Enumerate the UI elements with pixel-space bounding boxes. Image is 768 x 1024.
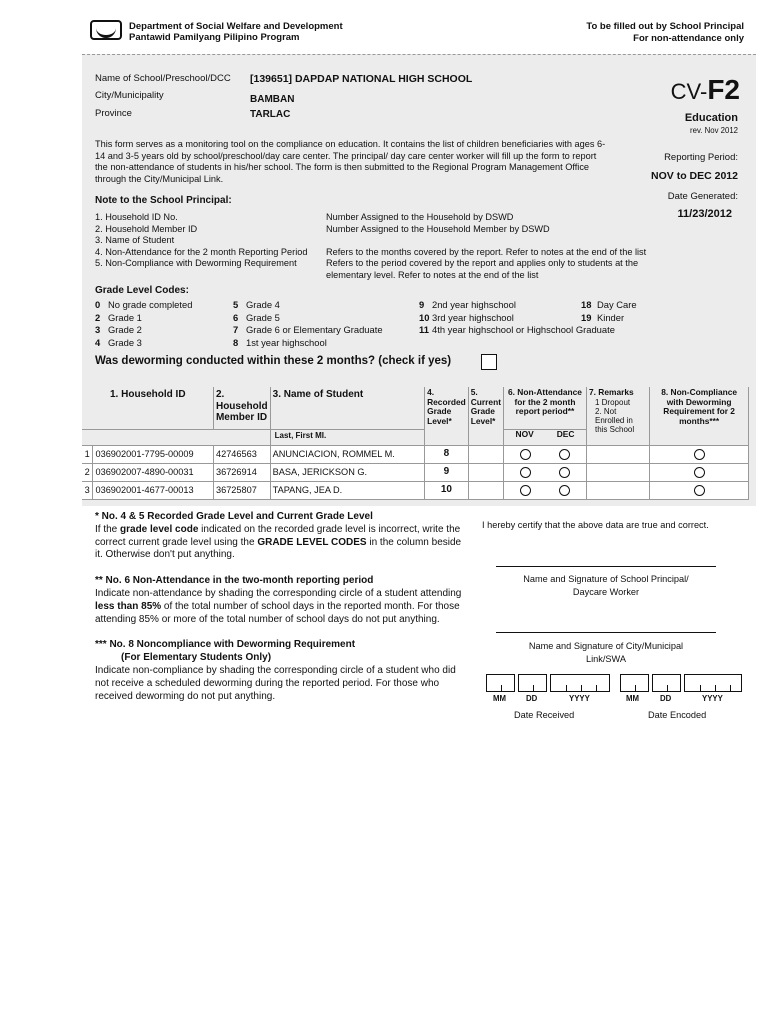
member-id-cell: 36725807 xyxy=(213,481,270,499)
student-name-cell: BASA, JERICKSON G. xyxy=(270,463,424,481)
name-format-hint: Last, First MI. xyxy=(270,429,424,445)
col-student-name: 3. Name of Student xyxy=(270,387,424,429)
footnote-3-title: *** No. 8 Noncompliance with Deworming Requirement xyxy=(95,639,356,651)
col-non-attendance: 6. Non-Attendance for the 2 month report period** xyxy=(503,387,586,429)
nov-circle[interactable] xyxy=(520,467,531,478)
col-remarks: 7. Remarks 1 Dropout 2. Not Enrolled in this School xyxy=(586,387,649,445)
date-encoded-yyyy[interactable] xyxy=(684,674,742,692)
date-encoded-label: Date Encoded xyxy=(648,710,707,720)
col-current-grade: 5. Current Grade Level* xyxy=(468,387,503,445)
agency-name: Department of Social Welfare and Development xyxy=(129,21,343,32)
fill-instruction: To be filled out by School Principal xyxy=(586,21,744,32)
students-table xyxy=(82,387,749,500)
dswd-logo xyxy=(90,20,122,40)
grade-code-row: 4 Grade 3 xyxy=(95,336,142,348)
grade-code-row: 5 Grade 4 xyxy=(233,299,280,310)
link-signature-label: Name and Signature of City/Municipal Link/SWA xyxy=(528,641,684,664)
grade-code-row: 8 1st year highschool xyxy=(233,336,327,348)
note-desc: Refers to the months covered by the report. Refer to notes at the end of the list xyxy=(326,246,647,257)
deworming-cell xyxy=(650,481,749,499)
date-generated-value: 11/23/2012 xyxy=(677,208,732,220)
household-id-cell: 036902001-4677-00013 xyxy=(93,481,214,499)
deworming-cell xyxy=(650,445,749,463)
note-item: 5. Non-Compliance with Deworming Requirement xyxy=(95,258,297,268)
encoded-yyyy-label: YYYY xyxy=(702,694,723,703)
month-subheader xyxy=(503,429,586,445)
encoded-dd-label: DD xyxy=(660,694,672,703)
dec-circle[interactable] xyxy=(559,467,570,478)
received-mm-label: MM xyxy=(493,694,506,703)
col-member-id: 2. Household Member ID xyxy=(213,387,270,429)
city-value: BAMBAN xyxy=(250,94,295,105)
grade-code-row: 18 Day Care xyxy=(581,299,637,310)
note-desc: Number Assigned to the Household by DSWD xyxy=(326,212,514,222)
grade-code-row: 7 Grade 6 or Elementary Graduate xyxy=(233,324,383,335)
deworming-circle[interactable] xyxy=(694,449,705,460)
footnote-3-body: Indicate non-compliance by shading the corresponding circle of a student who did not receive a scheduled deworming during the reported period. For those who received deworming do not put anything. xyxy=(95,664,456,702)
footnote-1-title: * No. 4 & 5 Recorded Grade Level and Current Grade Level xyxy=(95,511,373,522)
date-received-label: Date Received xyxy=(514,710,575,720)
table-row: 1 036902001-7795-00009 42746563 ANUNCIACION, ROMMEL M. 8 xyxy=(82,445,749,463)
grade-codes-col4 xyxy=(581,299,637,324)
signature-line-principal[interactable] xyxy=(496,566,716,567)
certify-statement: I hereby certify that the above data are true and correct. xyxy=(482,520,709,530)
table-row: 3 036902001-4677-00013 36725807 TAPANG, JEA D. 10 xyxy=(82,481,749,499)
notes-descriptions xyxy=(326,212,646,281)
remarks-cell[interactable] xyxy=(586,481,649,499)
recorded-grade-cell: 10 xyxy=(425,481,469,499)
nov-circle[interactable] xyxy=(520,449,531,460)
note-desc: Refers to the period covered by the report and applies only to students at the xyxy=(326,258,639,268)
footnote-1-body: If the grade level code indicated on the recorded grade level is incorrect, write the correct current grade level using the GRADE LEVEL CODES in the column beside it. Otherwise don't put anything. xyxy=(95,523,462,561)
month-nov: NOV xyxy=(515,428,534,439)
note-desc: Number Assigned to the Household Member by DSWD xyxy=(326,223,550,234)
non-attendance-note: For non-attendance only xyxy=(633,33,744,44)
grade-code-row: 19 Kinder xyxy=(581,311,625,323)
grade-code-row: 6 Grade 5 xyxy=(233,311,280,323)
footnote-3-subtitle: (For Elementary Students Only) xyxy=(121,652,272,664)
grade-codes-col1 xyxy=(95,299,192,349)
dec-circle[interactable] xyxy=(559,485,570,496)
form-description: This form serves as a monitoring tool on the compliance on education. It contains the list of children beneficiaries with ages 6-14 and 3-5 years old by school/preschool/day care center. The principal/ day care center worker will fill up the form to report the non-attendance of students in his/her school. The form is then submitted to the Regional Program Management Office through the City/Municipal Link. xyxy=(95,139,606,184)
remarks-cell[interactable] xyxy=(586,445,649,463)
grade-code-row: 0 No grade completed xyxy=(95,299,193,310)
col-deworming: 8. Non-Compliance with Deworming Requirement for 2 months*** xyxy=(650,387,749,445)
form-category: Education xyxy=(684,112,738,124)
date-generated-label: Date Generated: xyxy=(667,191,738,202)
reporting-period-value: NOV to DEC 2012 xyxy=(651,170,738,182)
table-row: 2 036902007-4890-00031 36726914 BASA, JERICKSON G. 9 xyxy=(82,463,749,481)
province-value: TARLAC xyxy=(250,109,291,120)
grade-code-row: 9 2nd year highschool xyxy=(419,299,516,310)
form-code-prefix: CV- xyxy=(670,79,708,104)
student-name-cell: ANUNCIACION, ROMMEL M. xyxy=(270,445,424,463)
note-item: 3. Name of Student xyxy=(95,235,175,245)
member-id-cell: 36726914 xyxy=(213,463,270,481)
school-label: Name of School/Preschool/DCC xyxy=(95,73,231,84)
city-label: City/Municipality xyxy=(95,90,164,101)
grade-codes-col2 xyxy=(233,299,383,349)
date-encoded-mm[interactable] xyxy=(620,674,649,692)
note-item: 1. Household ID No. xyxy=(95,212,178,222)
province-label: Province xyxy=(95,108,132,119)
reporting-period-label: Reporting Period: xyxy=(664,152,738,163)
school-value: [139651] DAPDAP NATIONAL HIGH SCHOOL xyxy=(250,73,473,85)
current-grade-cell[interactable] xyxy=(468,463,503,481)
signature-line-link[interactable] xyxy=(496,632,716,633)
deworming-circle[interactable] xyxy=(694,485,705,496)
date-received-mm[interactable] xyxy=(486,674,515,692)
date-encoded-dd[interactable] xyxy=(652,674,681,692)
program-name: Pantawid Pamilyang Pilipino Program xyxy=(129,32,300,43)
header-spacer xyxy=(82,429,270,445)
current-grade-cell[interactable] xyxy=(468,481,503,499)
grade-codes-title: Grade Level Codes: xyxy=(95,285,189,296)
dec-circle[interactable] xyxy=(559,449,570,460)
attendance-cell xyxy=(503,463,586,481)
attendance-cell xyxy=(503,481,586,499)
date-received-yyyy[interactable] xyxy=(550,674,610,692)
grade-code-row: 2 Grade 1 xyxy=(95,311,142,323)
month-dec: DEC xyxy=(556,428,575,439)
attendance-cell xyxy=(503,445,586,463)
col-household-id: 1. Household ID xyxy=(82,387,213,429)
deworming-circle[interactable] xyxy=(694,467,705,478)
note-desc xyxy=(326,235,646,247)
household-id-cell: 036902001-7795-00009 xyxy=(93,445,214,463)
footnotes xyxy=(95,511,468,703)
footnote-2-title: ** No. 6 Non-Attendance in the two-month reporting period xyxy=(95,575,374,587)
note-item: 4. Non-Attendance for the 2 month Reporting Period xyxy=(95,246,308,257)
nov-circle[interactable] xyxy=(520,485,531,496)
form-code xyxy=(671,74,740,106)
date-received-dd[interactable] xyxy=(518,674,547,692)
note-item: 2. Household Member ID xyxy=(95,223,198,234)
received-dd-label: DD xyxy=(526,694,538,703)
remarks-cell[interactable] xyxy=(586,463,649,481)
col-recorded-grade: 4. Recorded Grade Level* xyxy=(425,387,469,445)
grade-code-row: 11 4th year highschool or Highschool Graduate xyxy=(419,324,615,335)
member-id-cell: 42746563 xyxy=(213,445,270,463)
note-desc: elementary level. Refer to notes at the end of the list xyxy=(326,269,539,280)
note-title: Note to the School Principal: xyxy=(95,195,232,206)
grade-code-row: 10 3rd year highschool xyxy=(419,311,514,323)
grade-code-row: 3 Grade 2 xyxy=(95,324,142,335)
form-code-main: F2 xyxy=(707,74,740,105)
form-revision: rev. Nov 2012 xyxy=(690,126,738,135)
recorded-grade-cell: 9 xyxy=(425,463,469,481)
deworming-checkbox[interactable] xyxy=(481,354,497,370)
received-yyyy-label: YYYY xyxy=(569,694,590,703)
recorded-grade-cell: 8 xyxy=(425,445,469,463)
principal-signature-label: Name and Signature of School Principal/ Daycare Worker xyxy=(523,574,689,597)
household-id-cell: 036902007-4890-00031 xyxy=(93,463,214,481)
student-name-cell: TAPANG, JEA D. xyxy=(270,481,424,499)
deworming-question: Was deworming conducted within these 2 months? (check if yes) xyxy=(95,355,452,367)
current-grade-cell[interactable] xyxy=(468,445,503,463)
notes-items xyxy=(95,212,307,270)
deworming-cell xyxy=(650,463,749,481)
footnote-2-body: Indicate non-attendance by shading the corresponding circle of a student attending less than 85% of the total number of school days in the reported month. For those attending 85% or more of the total number of school days do not put anything. xyxy=(95,587,462,625)
encoded-mm-label: MM xyxy=(626,694,639,703)
